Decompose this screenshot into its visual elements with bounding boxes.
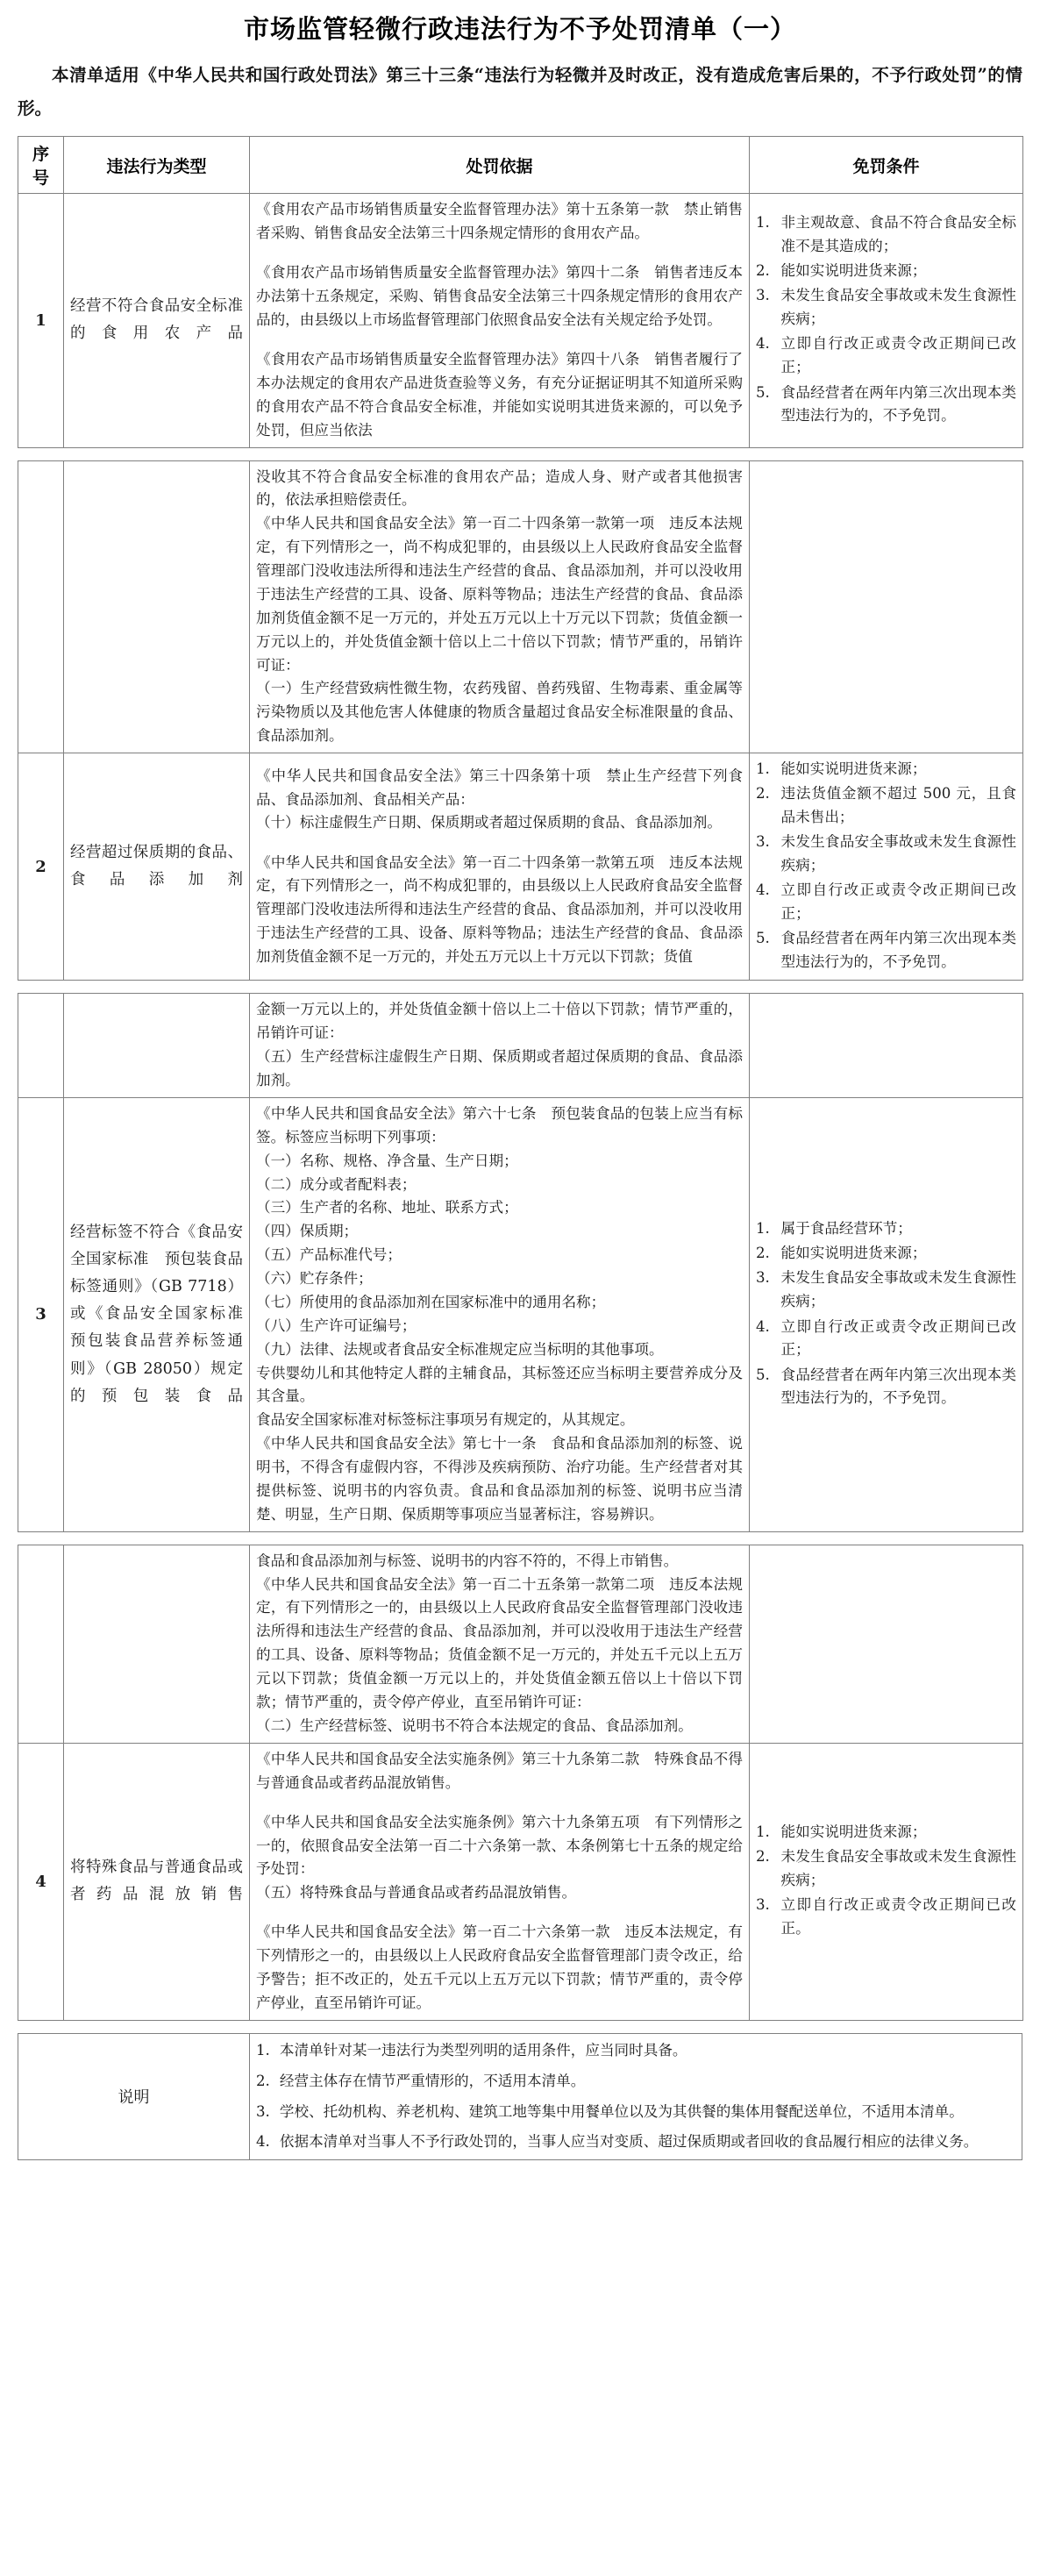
row-exemption-conditions (750, 753, 1023, 981)
basis-paragraph: 《中华人民共和国食品安全法》第七十一条 食品和食品添加剂的标签、说明书，不得含有虚假内容，不得涉及疾病预防、治疗功能。生产经营者对其提供标签、说明书的内容负责。食品和食品添加剂的标签、说明书应当清楚、明显，生产日期、保质期等事项应当显著标注，容易辨识。 (256, 1435, 743, 1523)
condition-text: 立即自行改正或责令改正期间已改正； (780, 881, 1016, 923)
condition-text: 未发生食品安全事故或未发生食源性疾病； (780, 1848, 1016, 1889)
table-header-row (18, 137, 1023, 194)
basis-paragraph: （六）贮存条件； (256, 1270, 373, 1288)
intro-paragraph: 本清单适用《中华人民共和国行政处罚法》第三十三条“违法行为轻微并及时改正，没有造成危害后果的，不予行政处罚”的情形。 (18, 65, 1022, 119)
notes-table (18, 2033, 1022, 2160)
basis-paragraph: 《中华人民共和国食品安全法》第一百二十五条第一款第二项 违反本法规定，有下列情形之一的，由县级以上人民政府食品安全监督管理部门没收违法所得和违法生产经营的食品、食品添加剂，并可以没收用于违法生产经营的工具、设备、原料等物品；货值金额不足一万元的，并处五千元以上五万元以下罚款；货值金额一万元以上的，并处货值金额五倍以上十倍以下罚款；情节严重的，责令停产停业，直至吊销许可证： (256, 1575, 743, 1710)
row-penalty-basis (250, 1545, 750, 1743)
list-item: 3. 立即自行改正或责令改正期间已改正。 (756, 1896, 1016, 1937)
row-exemption-conditions-empty (750, 1545, 1023, 1743)
row-violation-type: 经营超过保质期的食品、食品添加剂 (64, 753, 250, 981)
condition-text: 能如实说明进货来源； (780, 760, 927, 778)
listing-table-3 (18, 993, 1023, 1531)
list-item: 4. 依据本清单对当事人不予行政处罚的，当事人应当对变质、超过保质期或者回收的食品履行相应的法律义务。 (256, 2133, 979, 2151)
basis-paragraph: 《食用农产品市场销售质量安全监督管理办法》第十五条第一款 禁止销售者采购、销售食品安全法第三十四条规定情形的食用农产品。 (256, 201, 743, 242)
basis-paragraph: （五）产品标准代号； (256, 1246, 402, 1264)
basis-paragraph: （九）法律、法规或者食品安全标准规定应当标明的其他事项。 (256, 1340, 664, 1358)
row-number-empty (18, 994, 64, 1098)
basis-paragraph: 《中华人民共和国食品安全法》第一百二十六条第一款 违反本法规定，有下列情形之一的，由县级以上人民政府食品安全监督管理部门责令改正，给予警告；拒不改正的，处五千元以上五万元以下罚款；情节严重的，责令停产停业，直至吊销许可证。 (256, 1923, 743, 2012)
table-row-continued (18, 1545, 1023, 1743)
condition-list (756, 1821, 1016, 1941)
row-number-empty (18, 460, 64, 753)
list-item: 1. 非主观故意、食品不符合食品安全标准不是其造成的； (756, 214, 1016, 255)
listing-table-1 (18, 136, 1023, 447)
list-item: 1. 属于食品经营环节； (756, 1220, 912, 1238)
table-row-continued (18, 460, 1023, 753)
row-number: 1 (18, 194, 64, 447)
note-text: 经营主体存在情节严重情形的，不适用本清单。 (279, 2072, 586, 2089)
condition-text: 食品经营者在两年内第三次出现本类型违法行为的，不予免罚。 (780, 383, 1016, 425)
row-number-empty (18, 1545, 64, 1743)
list-item: 2. 能如实说明进货来源； (756, 1245, 927, 1262)
row-penalty-basis (250, 753, 750, 981)
basis-paragraph: 《中华人民共和国食品安全法实施条例》第三十九条第二款 特殊食品不得与普通食品或者药品混放销售。 (256, 1750, 743, 1791)
basis-paragraph: （八）生产许可证编号； (256, 1317, 417, 1334)
row-exemption-conditions (750, 1743, 1023, 2020)
row-violation-type-empty (64, 460, 250, 753)
basis-paragraph: （七）所使用的食品添加剂在国家标准中的通用名称； (256, 1293, 606, 1310)
row-exemption-conditions (750, 1097, 1023, 1531)
basis-paragraph: 《中华人民共和国食品安全法实施条例》第六十九条第五项 有下列情形之一的，依照食品安全法第一百二十六条第一款、本条例第七十五条的规定给予处罚： (256, 1813, 743, 1878)
condition-text: 能如实说明进货来源； (780, 262, 927, 280)
row-exemption-conditions-empty (750, 460, 1023, 753)
basis-paragraph: （二）生产经营标签、说明书不符合本法规定的食品、食品添加剂。 (256, 1716, 693, 1734)
row-penalty-basis (250, 194, 750, 447)
condition-text: 未发生食品安全事故或未发生食源性疾病； (780, 833, 1016, 874)
condition-text: 违法货值金额不超过 500 元，且食品未售出； (780, 785, 1016, 826)
note-text: 学校、托幼机构、养老机构、建筑工地等集中用餐单位以及为其供餐的集体用餐配送单位，不适用本清单。 (279, 2102, 964, 2120)
list-item: 3. 未发生食品安全事故或未发生食源性疾病； (756, 1269, 1016, 1310)
list-item: 4. 立即自行改正或责令改正期间已改正； (756, 335, 1016, 376)
condition-list (756, 758, 1016, 974)
list-item: 5. 食品经营者在两年内第三次出现本类型违法行为的，不予免罚。 (756, 930, 1016, 971)
header-type: 违法行为类型 (64, 137, 250, 194)
notes-row (18, 2033, 1022, 2159)
note-text: 本清单针对某一违法行为类型列明的适用条件，应当同时具备。 (279, 2041, 687, 2059)
condition-text: 立即自行改正或责令改正期间已改正； (780, 1317, 1016, 1359)
basis-paragraph: 《中华人民共和国食品安全法》第三十四条第十项 禁止生产经营下列食品、食品添加剂、食品相关产品： (256, 767, 743, 808)
condition-text: 非主观故意、食品不符合食品安全标准不是其造成的； (780, 214, 1016, 255)
list-item: 2. 经营主体存在情节严重情形的，不适用本清单。 (256, 2072, 586, 2089)
condition-text: 未发生食品安全事故或未发生食源性疾病； (780, 287, 1016, 328)
header-no: 序号 (18, 137, 64, 194)
basis-paragraph: （二）成分或者配料表； (256, 1175, 417, 1193)
row-penalty-basis (250, 1743, 750, 2020)
list-item: 2. 违法货值金额不超过 500 元，且食品未售出； (756, 785, 1016, 826)
basis-paragraph: 食品和食品添加剂与标签、说明书的内容不符的，不得上市销售。 (256, 1552, 679, 1569)
row-exemption-conditions (750, 194, 1023, 447)
listing-table-4 (18, 1545, 1023, 2021)
row-number: 3 (18, 1097, 64, 1531)
notes-body (250, 2033, 1022, 2159)
basis-paragraph: 食品安全国家标准对标签标注事项另有规定的，从其规定。 (256, 1411, 635, 1429)
condition-text: 能如实说明进货来源； (780, 1245, 927, 1262)
row-violation-type: 经营不符合食品安全标准的食用农产品 (64, 194, 250, 447)
list-item: 2. 能如实说明进货来源； (756, 262, 927, 280)
condition-text: 食品经营者在两年内第三次出现本类型违法行为的，不予免罚。 (780, 930, 1016, 971)
list-item: 1. 本清单针对某一违法行为类型列明的适用条件，应当同时具备。 (256, 2041, 687, 2059)
row-penalty-basis (250, 460, 750, 753)
basis-paragraph: （一）名称、规格、净含量、生产日期； (256, 1152, 518, 1169)
basis-paragraph: （五）将特殊食品与普通食品或者药品混放销售。 (256, 1884, 577, 1902)
page-title: 市场监管轻微行政违法行为不予处罚清单（一） (243, 14, 796, 44)
row-violation-type-empty (64, 994, 250, 1098)
row-violation-type: 将特殊食品与普通食品或者药品混放销售 (64, 1743, 250, 2020)
list-item: 3. 未发生食品安全事故或未发生食源性疾病； (756, 287, 1016, 328)
basis-paragraph: 《中华人民共和国食品安全法》第一百二十四条第一款第一项 违反本法规定，有下列情形之一，尚不构成犯罪的，由县级以上人民政府食品安全监督管理部门没收违法所得和违法生产经营的食品、食品添加剂，并可以没收用于违法生产经营的工具、设备、原料等物品；违法生产经营的食品、食品添加剂货值金额不足一万元的，并处五万元以上十万元以下罚款；货值金额一万元以上的，并处货值金额十倍以上二十倍以下罚款；情节严重的，吊销许可证： (256, 515, 743, 674)
list-item: 3. 未发生食品安全事故或未发生食源性疾病； (756, 833, 1016, 874)
condition-text: 食品经营者在两年内第三次出现本类型违法行为的，不予免罚。 (780, 1366, 1016, 1407)
basis-paragraph: 《食用农产品市场销售质量安全监督管理办法》第四十二条 销售者违反本办法第十五条规定，采购、销售食品安全法第三十四条规定情形的食用农产品的，由县级以上市场监督管理部门依照食品安全法有关规定给予处罚。 (256, 264, 743, 328)
basis-paragraph: 专供婴幼儿和其他特定人群的主辅食品，其标签还应当标明主要营养成分及其含量。 (256, 1364, 743, 1405)
note-text: 依据本清单对当事人不予行政处罚的，当事人应当对变质、超过保质期或者回收的食品履行相应的法律义务。 (279, 2133, 979, 2151)
list-item: 1. 能如实说明进货来源； (756, 760, 927, 778)
table-row (18, 753, 1023, 981)
row-exemption-conditions-empty (750, 994, 1023, 1098)
condition-text: 未发生食品安全事故或未发生食源性疾病； (780, 1269, 1016, 1310)
list-item: 2. 未发生食品安全事故或未发生食源性疾病； (756, 1848, 1016, 1889)
basis-paragraph: （一）生产经营致病性微生物，农药残留、兽药残留、生物毒素、重金属等污染物质以及其他危害人体健康的物质含量超过食品安全标准限量的食品、食品添加剂。 (256, 680, 743, 745)
condition-list (756, 211, 1016, 428)
list-item: 5. 食品经营者在两年内第三次出现本类型违法行为的，不予免罚。 (756, 383, 1016, 425)
basis-paragraph: 《中华人民共和国食品安全法》第六十七条 预包装食品的包装上应当有标签。标签应当标明下列事项： (256, 1104, 743, 1145)
list-item: 4. 立即自行改正或责令改正期间已改正； (756, 1317, 1016, 1359)
basis-paragraph: 金额一万元以上的，并处货值金额十倍以上二十倍以下罚款；情节严重的，吊销许可证： (256, 1001, 743, 1042)
basis-paragraph: （四）保质期； (256, 1223, 359, 1240)
list-item: 1. 能如实说明进货来源； (756, 1823, 927, 1841)
basis-paragraph: （三）生产者的名称、地址、联系方式； (256, 1199, 518, 1217)
condition-text: 立即自行改正或责令改正期间已改正。 (780, 1896, 1016, 1937)
list-item: 3. 学校、托幼机构、养老机构、建筑工地等集中用餐单位以及为其供餐的集体用餐配送单位，不适用本清单。 (256, 2102, 964, 2120)
table-row (18, 1743, 1023, 2020)
basis-paragraph: （五）生产经营标注虚假生产日期、保质期或者超过保质期的食品、食品添加剂。 (256, 1048, 743, 1089)
row-number: 2 (18, 753, 64, 981)
row-penalty-basis (250, 1097, 750, 1531)
header-basis: 处罚依据 (250, 137, 750, 194)
basis-paragraph: （十）标注虚假生产日期、保质期或者超过保质期的食品、食品添加剂。 (256, 814, 722, 831)
row-violation-type-empty (64, 1545, 250, 1743)
row-penalty-basis (250, 994, 750, 1098)
notes-list (256, 2038, 1015, 2155)
condition-list (756, 1217, 1016, 1410)
basis-paragraph: 《中华人民共和国食品安全法》第一百二十四条第一款第五项 违反本法规定，有下列情形之一，尚不构成犯罪的，由县级以上人民政府食品安全监督管理部门没收违法所得和违法生产经营的食品、食品添加剂，并可以没收用于违法生产经营的工具、设备、原料等物品；违法生产经营的食品、食品添加剂货值金额不足一万元的，并处五万元以上十万元以下罚款；货值 (256, 853, 743, 966)
condition-text: 能如实说明进货来源； (780, 1823, 927, 1841)
row-violation-type: 经营标签不符合《食品安全国家标准 预包装食品标签通则》（GB 7718）或《食品安全国家标准 预包装食品营养标签通则》（GB 28050）规定的预包装食品 (64, 1097, 250, 1531)
basis-paragraph: 没收其不符合食品安全标准的食用农产品；造成人身、财产或者其他损害的，依法承担赔偿责任。 (256, 467, 743, 509)
table-row (18, 194, 1023, 447)
table-row-continued (18, 994, 1023, 1098)
table-row (18, 1097, 1023, 1531)
condition-text: 属于食品经营环节； (780, 1220, 912, 1238)
condition-text: 立即自行改正或责令改正期间已改正； (780, 335, 1016, 376)
list-item: 5. 食品经营者在两年内第三次出现本类型违法行为的，不予免罚。 (756, 1366, 1016, 1407)
notes-label: 说明 (18, 2033, 250, 2159)
listing-table-2 (18, 460, 1023, 981)
row-number: 4 (18, 1743, 64, 2020)
basis-paragraph: 《食用农产品市场销售质量安全监督管理办法》第四十八条 销售者履行了本办法规定的食用农产品进货查验等义务，有充分证据证明其不知道所采购的食用农产品不符合食品安全标准，并能如实说明其进货来源的，可以免予处罚，但应当依法 (256, 351, 743, 439)
list-item: 4. 立即自行改正或责令改正期间已改正； (756, 881, 1016, 923)
header-condition: 免罚条件 (750, 137, 1023, 194)
